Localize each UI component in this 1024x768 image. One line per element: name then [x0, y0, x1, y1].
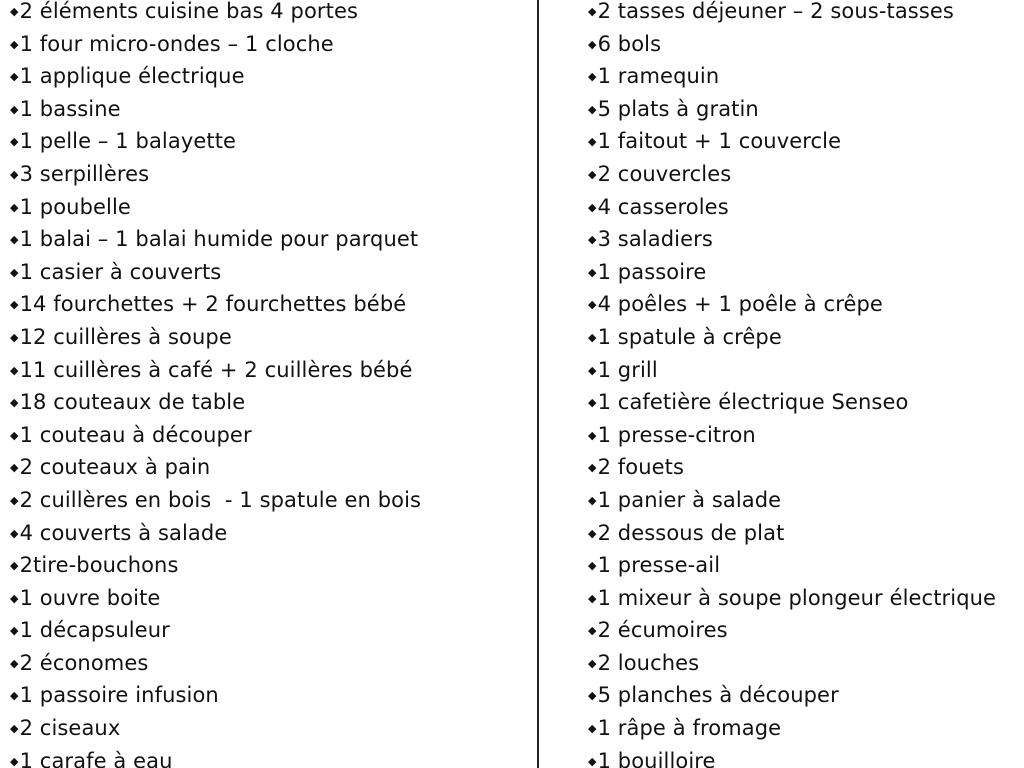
diamond-bullet-icon: ◆	[10, 396, 19, 410]
list-item	[588, 256, 1018, 289]
list-item-text: 1 panier à salade	[597, 487, 782, 512]
list-item	[588, 582, 1018, 615]
diamond-bullet-icon: ◆	[588, 396, 597, 410]
diamond-bullet-icon: ◆	[10, 754, 19, 768]
diamond-bullet-icon: ◆	[10, 200, 19, 214]
diamond-bullet-icon: ◆	[588, 461, 597, 475]
list-item-text: 4 poêles + 1 poêle à crêpe	[597, 292, 883, 317]
list-item-text: 14 fourchettes + 2 fourchettes bébé	[19, 292, 407, 317]
list-item-text: 2 fouets	[597, 455, 685, 480]
list-item-text: 1 décapsuleur	[19, 618, 170, 643]
list-item-text: 2tire-bouchons	[19, 553, 179, 578]
list-item	[588, 712, 1018, 745]
list-item-text: 4 casseroles	[597, 194, 729, 219]
diamond-bullet-icon: ◆	[10, 689, 19, 703]
list-item	[10, 93, 530, 126]
list-item-text: 5 planches à découper	[597, 683, 839, 708]
diamond-bullet-icon: ◆	[10, 363, 19, 377]
list-item-text: 12 cuillères à soupe	[19, 324, 232, 349]
diamond-bullet-icon: ◆	[588, 233, 597, 247]
column-divider	[537, 0, 539, 768]
list-item-text: 11 cuillères à café + 2 cuillères bébé	[19, 357, 413, 382]
diamond-bullet-icon: ◆	[10, 493, 19, 507]
diamond-bullet-icon: ◆	[588, 265, 597, 279]
list-item-text: 1 bassine	[19, 96, 121, 121]
list-item	[10, 386, 530, 419]
list-item	[588, 549, 1018, 582]
diamond-bullet-icon: ◆	[588, 559, 597, 573]
list-item	[588, 125, 1018, 158]
diamond-bullet-icon: ◆	[588, 298, 597, 312]
diamond-bullet-icon: ◆	[10, 5, 19, 18]
list-item	[10, 60, 530, 93]
diamond-bullet-icon: ◆	[588, 493, 597, 507]
diamond-bullet-icon: ◆	[10, 298, 19, 312]
list-item	[10, 712, 530, 745]
diamond-bullet-icon: ◆	[10, 135, 19, 149]
diamond-bullet-icon: ◆	[588, 689, 597, 703]
diamond-bullet-icon: ◆	[10, 526, 19, 540]
list-item	[588, 223, 1018, 256]
diamond-bullet-icon: ◆	[10, 461, 19, 475]
list-item-text: 1 ouvre boite	[19, 585, 161, 610]
list-item	[588, 354, 1018, 387]
list-item	[588, 419, 1018, 452]
list-item-text: 1 faitout + 1 couvercle	[597, 129, 842, 154]
list-item-text: 2 ciseaux	[19, 716, 121, 741]
diamond-bullet-icon: ◆	[588, 5, 597, 18]
list-item-text: 18 couteaux de table	[19, 390, 246, 415]
list-item-text: 3 serpillères	[19, 161, 150, 186]
list-item-text: 2 couteaux à pain	[19, 455, 211, 480]
list-item-text: 1 ramequin	[597, 64, 720, 89]
list-item	[588, 191, 1018, 224]
list-item-text: 2 louches	[597, 650, 700, 675]
list-item-text: 1 râpe à fromage	[597, 716, 782, 741]
diamond-bullet-icon: ◆	[10, 102, 19, 116]
list-item-text: 1 presse-citron	[597, 422, 756, 447]
list-item-text: 1 presse-ail	[597, 553, 721, 578]
list-item	[10, 484, 530, 517]
list-item	[588, 321, 1018, 354]
list-item	[10, 0, 530, 28]
list-item	[10, 256, 530, 289]
diamond-bullet-icon: ◆	[10, 656, 19, 670]
list-item-text: 1 passoire infusion	[19, 683, 219, 708]
list-item	[10, 321, 530, 354]
list-item-text: 4 couverts à salade	[19, 520, 228, 545]
list-item-text: 2 tasses déjeuner – 2 sous-tasses	[597, 0, 954, 23]
list-item	[588, 28, 1018, 61]
right-inventory-list	[588, 0, 1018, 768]
diamond-bullet-icon: ◆	[588, 754, 597, 768]
list-item-text: 2 couvercles	[597, 161, 732, 186]
list-item-text: 1 applique électrique	[19, 64, 245, 89]
list-item-text: 5 plats à gratin	[597, 96, 759, 121]
list-item-text: 1 grill	[597, 357, 658, 382]
diamond-bullet-icon: ◆	[10, 265, 19, 279]
list-item-text: 1 balai – 1 balai humide pour parquet	[19, 227, 419, 252]
list-item	[588, 386, 1018, 419]
diamond-bullet-icon: ◆	[588, 135, 597, 149]
diamond-bullet-icon: ◆	[588, 526, 597, 540]
list-item-text: 1 cafetière électrique Senseo	[597, 390, 909, 415]
list-item	[588, 517, 1018, 550]
list-item	[10, 517, 530, 550]
list-item	[588, 288, 1018, 321]
list-item-text: 2 dessous de plat	[597, 520, 785, 545]
list-item	[588, 93, 1018, 126]
list-item	[588, 647, 1018, 680]
list-item-text: 1 carafe à eau	[19, 748, 173, 768]
list-item	[10, 125, 530, 158]
diamond-bullet-icon: ◆	[10, 70, 19, 84]
diamond-bullet-icon: ◆	[10, 559, 19, 573]
list-item-text: 1 mixeur à soupe plongeur électrique	[597, 585, 997, 610]
list-item	[10, 647, 530, 680]
diamond-bullet-icon: ◆	[10, 624, 19, 638]
list-item	[10, 614, 530, 647]
list-item	[10, 354, 530, 387]
list-item	[10, 223, 530, 256]
diamond-bullet-icon: ◆	[10, 428, 19, 442]
list-item	[10, 288, 530, 321]
list-item-text: 2 éléments cuisine bas 4 portes	[19, 0, 359, 23]
list-item-text: 2 cuillères en bois - 1 spatule en bois	[19, 487, 422, 512]
list-item-text: 1 four micro-ondes – 1 cloche	[19, 31, 334, 56]
list-item	[10, 28, 530, 61]
diamond-bullet-icon: ◆	[10, 167, 19, 181]
diamond-bullet-icon: ◆	[588, 624, 597, 638]
list-item	[10, 451, 530, 484]
list-item-text: 1 pelle – 1 balayette	[19, 129, 237, 154]
list-item	[10, 745, 530, 768]
list-item-text: 1 casier à couverts	[19, 259, 222, 284]
left-inventory-list	[10, 0, 530, 768]
diamond-bullet-icon: ◆	[10, 233, 19, 247]
diamond-bullet-icon: ◆	[588, 363, 597, 377]
diamond-bullet-icon: ◆	[588, 428, 597, 442]
list-item	[10, 582, 530, 615]
list-item	[588, 679, 1018, 712]
list-item-text: 2 écumoires	[597, 618, 728, 643]
diamond-bullet-icon: ◆	[588, 167, 597, 181]
list-item-text: 1 couteau à découper	[19, 422, 252, 447]
list-item	[10, 549, 530, 582]
diamond-bullet-icon: ◆	[588, 656, 597, 670]
list-item	[10, 158, 530, 191]
diamond-bullet-icon: ◆	[588, 37, 597, 51]
diamond-bullet-icon: ◆	[588, 70, 597, 84]
list-item-text: 1 bouilloire	[597, 748, 716, 768]
diamond-bullet-icon: ◆	[588, 200, 597, 214]
list-item	[588, 614, 1018, 647]
diamond-bullet-icon: ◆	[588, 722, 597, 736]
diamond-bullet-icon: ◆	[10, 37, 19, 51]
diamond-bullet-icon: ◆	[588, 102, 597, 116]
list-item	[588, 60, 1018, 93]
list-item-text: 6 bols	[597, 31, 662, 56]
diamond-bullet-icon: ◆	[588, 330, 597, 344]
diamond-bullet-icon: ◆	[10, 330, 19, 344]
list-item	[10, 191, 530, 224]
list-item	[588, 451, 1018, 484]
list-item-text: 1 passoire	[597, 259, 707, 284]
list-item	[10, 679, 530, 712]
list-item-text: 1 spatule à crêpe	[597, 324, 782, 349]
list-item	[588, 0, 1018, 28]
list-item	[10, 419, 530, 452]
list-item	[588, 484, 1018, 517]
diamond-bullet-icon: ◆	[10, 722, 19, 736]
list-item-text: 2 économes	[19, 650, 149, 675]
list-item-text: 3 saladiers	[597, 227, 713, 252]
list-item	[588, 158, 1018, 191]
diamond-bullet-icon: ◆	[10, 591, 19, 605]
list-item	[588, 745, 1018, 768]
list-item-text: 1 poubelle	[19, 194, 131, 219]
diamond-bullet-icon: ◆	[588, 591, 597, 605]
